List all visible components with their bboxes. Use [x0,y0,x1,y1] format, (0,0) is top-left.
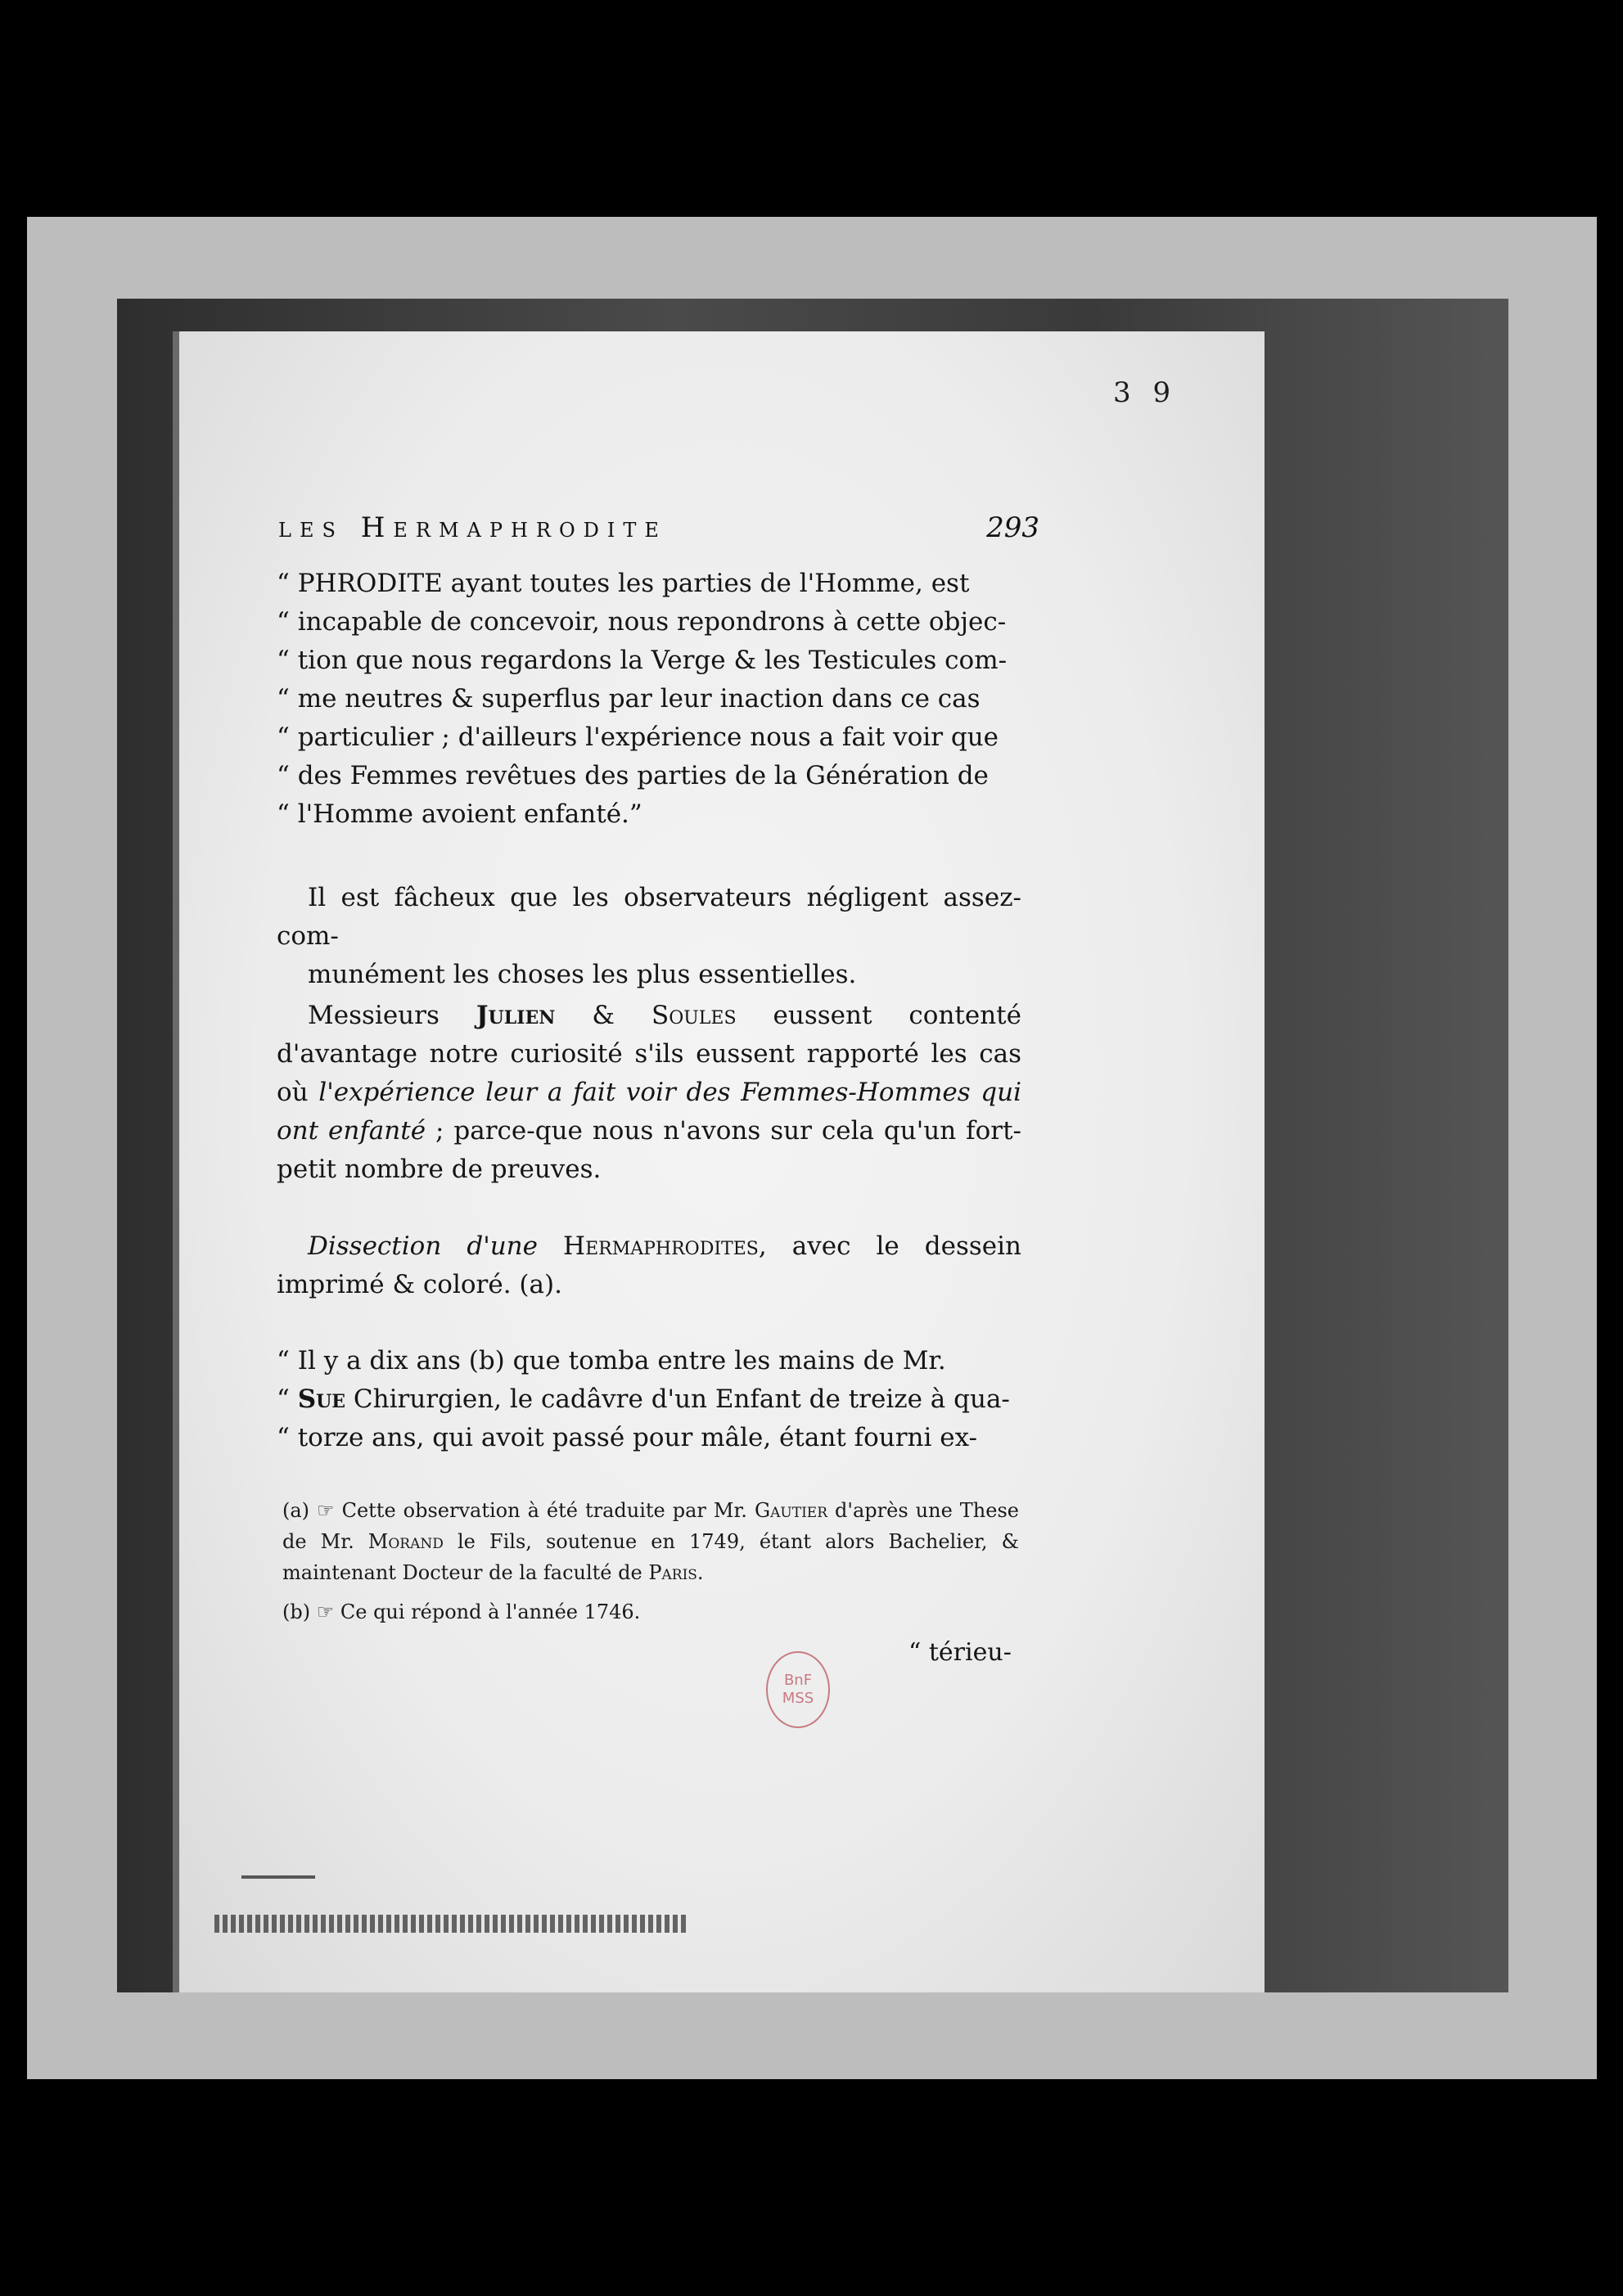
text-line: “ Sue Chirurgien, le cadâvre d'un Enfant de treize à qua- [277,1384,1010,1414]
name-morand: Morand [367,1530,444,1553]
text-span: Cette observation à été traduite par Mr. [341,1499,747,1522]
paragraph-observers [277,879,1021,994]
italic-word: Dissection [308,1231,442,1261]
paragraph-dissection [277,1227,1021,1304]
text-span: Chirurgien, le cadâvre d'un Enfant de treize à qua- [353,1384,1010,1414]
name-paris: Paris. [648,1561,704,1584]
text-line: “ PHRODITE ayant toutes les parties de l'Homme, est [277,569,970,598]
italic-word: d'une [467,1231,538,1261]
paragraph-messieurs [277,997,1021,1189]
running-head-title: les Hermaphrodite [278,511,667,544]
stamp-line: BnF [783,1672,813,1689]
text-line: “ Il y a dix ans (b) que tomba entre les mains de Mr. [277,1346,946,1375]
bleed-through-marks [214,1915,689,1933]
footnote-a [282,1495,1019,1588]
text-line: “ l'Homme avoient enfanté.” [277,799,642,829]
footnote-b [282,1596,1019,1627]
name-sue: Sue [297,1384,346,1414]
library-stamp [766,1651,830,1728]
running-head [278,511,1039,552]
footnotes [282,1495,1019,1636]
text-line: munément les choses les plus essentielles. [308,960,857,989]
quote-paragraph-2 [277,1342,1021,1457]
text-span: le Fils, soutenue en 1749, étant alors Bachelier, & maintenant Docteur de la faculté de [282,1530,1019,1584]
text-line: “ tion que nous regardons la Verge & les Testicules com- [277,646,1008,675]
page-number: 293 [986,511,1039,544]
folio-number: 3 9 [1113,376,1178,409]
footnote-mark: (a) ☞ [282,1499,335,1522]
text-span: d'après une These de Mr. [282,1499,1019,1553]
term-hermaphrodites: Hermaphrodites, [563,1231,767,1261]
text-line: “ torze ans, qui avoit passé pour mâle, étant fourni ex- [277,1423,978,1452]
text-span: & [592,1001,615,1030]
text-line: Il est fâcheux que les observateurs négligent assez-com- [277,883,1021,951]
text-span: ; parce-que nous n'avons sur cela qu'un fort-petit nombre de preuves. [277,1116,1021,1184]
name-soules: Soules [651,1001,737,1030]
text-line: “ particulier ; d'ailleurs l'expérience nous a fait voir que [277,723,999,752]
text-span: Messieurs [308,1001,440,1030]
name-gautier: Gautier [754,1499,828,1522]
text-line: “ des Femmes revêtues des parties de la Génération de [277,761,989,790]
text-line: “ me neutres & superflus par leur inaction dans ce cas [277,684,981,714]
text-span: avec le dessein imprimé & coloré. (a). [277,1231,1022,1299]
ink-stroke [241,1875,315,1879]
name-julien: Julien [476,1001,556,1030]
quote-paragraph-1 [277,565,1021,834]
stamp-line: MSS [782,1690,814,1707]
footnote-mark: (b) ☞ [282,1600,335,1623]
text-span: eussent contenté d'avantage notre curiosité s'ils eussent rapporté les cas où [277,1001,1021,1107]
italic-quote: l'expérience leur a fait voir des Femmes-Hommes qui ont enfanté [277,1078,1022,1146]
catchword: “ térieu- [908,1638,1012,1667]
text-line: “ incapable de concevoir, nous repondrons à cette objec- [277,607,1007,637]
text-span: Ce qui répond à l'année 1746. [340,1600,641,1623]
